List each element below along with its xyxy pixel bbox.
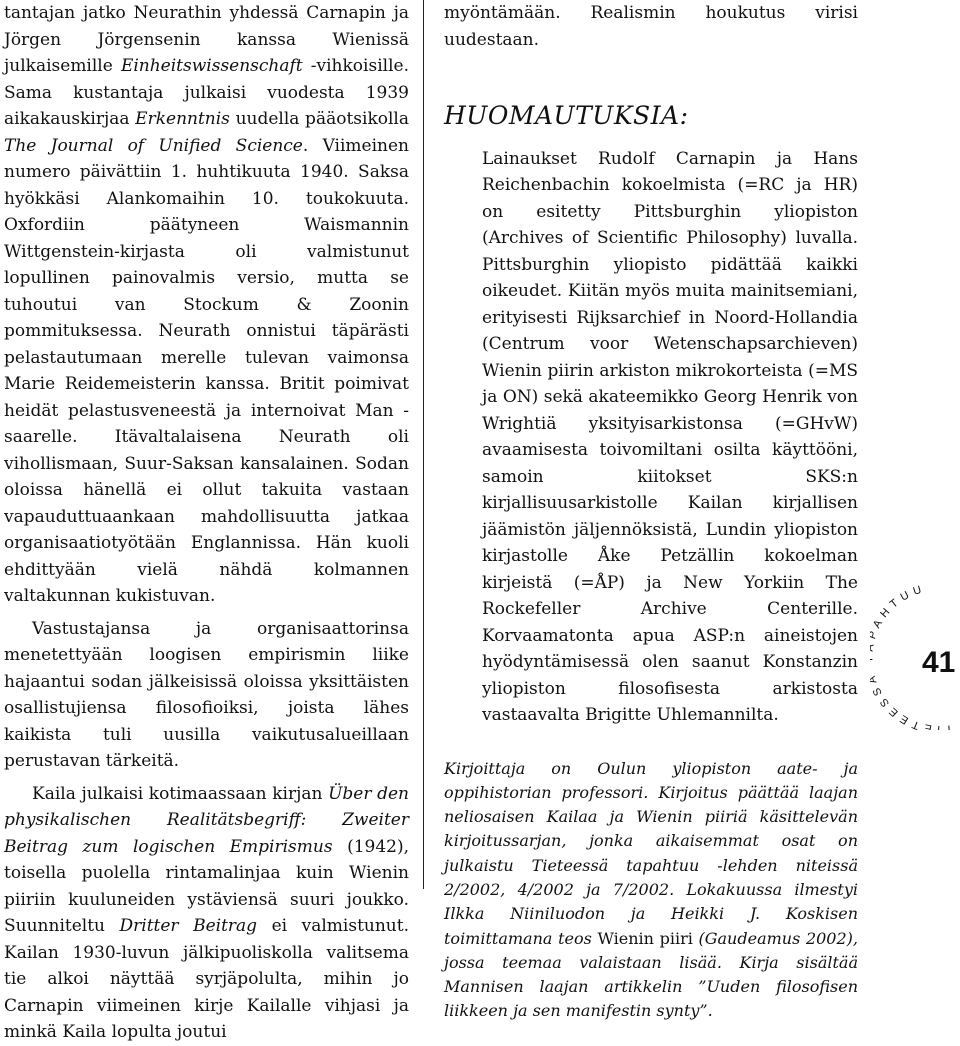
paragraph-2: Vastustajansa ja organisaattorinsa menetettyään loogisen empirismin liike hajaantui sodan jälkeisissä oloissa yksittäisten osallistujiensa filosofioiksi, joista lähes kaikista tuli uusilla vaikutusalueillaan perustavan tärkeitä.: [4, 618, 409, 771]
column-divider: [423, 0, 424, 889]
page-number: 41: [922, 646, 956, 679]
page-badge: [870, 560, 960, 730]
paragraph-3: Kaila julkaisi kotimaassaan kirjan Über den physikalischen Realitätsbegriff: Zweiter Beitrag zum logischen Empirismus (1942), toisella puolella rintamalinjaa kuin Wienin piiriin kuuluneiden ystäviensä suuri joukko. Suunniteltu Dritter Beitrag ei valmistunut. Kailan 1930-luvun jälkipuoliskolla valitsema tie alkoi näyttää syrjäpolulta, mihin jo Carnapin viimeinen kirje Kailalle vihjasi ja minkä Kaila lopulta joutui: [4, 783, 409, 1042]
notes-heading: HUOMAUTUKSIA:: [444, 101, 689, 130]
paragraph-1: tantajan jatko Neurathin yhdessä Carnapin ja Jörgen Jörgensenin kanssa Wienissä julkaisemille Einheitswissenschaft -vihkoisille. Sama kustantaja julkaisi vuodesta 1939 aikakauskirjaa Erkenntnis uudella pääotsikolla The Journal of Unified Science. Viimeinen numero päivättiin 1. huhtikuuta 1940. Saksa hyökkäsi Alankomaihin 10. toukokuuta. Oxfordiin päätyneen Waismannin Wittgenstein-kirjasta oli valmistunut lopullinen painovalmis versio, mutta se tuhoutui van Stockum & Zoonin pommituksessa. Neurath onnistui täpärästi pelastautumaan merelle tulevan vaimonsa Marie Reidemeisterin kanssa. Britit poimivat heidät pelastusveneestä ja internoivat Man -saarelle. Itävaltalaisena Neurath oli vihollismaan, Suur-Saksan kansalainen. Sodan oloissa hänellä ei ollut takuita vastaan vapauduttuaankaan mahdollisuutta jatkaa organisaatiotyötään Englannissa. Hän kuoli ehdittyään vielä nähdä kolmannen valtakunnan kukistuvan.: [4, 3, 409, 606]
continued-paragraph: myöntämään. Realismin houkutus virisi uudestaan.: [444, 3, 858, 50]
author-note: Kirjoittaja on Oulun yliopiston aate- ja oppihistorian professori. Kirjoitus päättää laajan neliosaisen Kailaa ja Wienin piiriä käsittelevän kirjoitussarjan, jonka aikaisemmat osat on julkaistu Tieteessä tapahtuu -lehden niteissä 2/2002, 4/2002 ja 7/2002. Lokakuussa ilmestyi Ilkka Niiniluodon ja Heikki J. Koskisen toimittamana teos Wienin piiri (Gaudeamus 2002), jossa teemaa valaistaan lisää. Kirja sisältää Mannisen laajan artikkelin ”Uuden filosofisen liikkeen ja sen manifestin synty”.: [444, 758, 858, 1021]
notes-text: Lainaukset Rudolf Carnapin ja Hans Reichenbachin kokoelmista (=RC ja HR) on esitetty Pittsburghin yliopiston (Archives of Scientific Philosophy) luvalla. Pittsburghin yliopisto pidättää kaikki oikeudet. Kiitän myös muita mainitsemiani, erityisesti Rijksarchief in Noord-Hollandia (Centrum voor Wetenschapsarchieven) Wienin piirin arkiston mikrokorteista (=MS ja ON) sekä akateemikko Georg Henrik von Wrightiä yksityisarkistonsa (=GHvW) avaamisesta toivomiltani osilta käyttööni, samoin kiitokset SKS:n kirjallisuusarkistolle Kailan kirjallisen jäämistön jäljennöksistä, Lundin yliopiston kirjastolle Åke Petzällin kokoelman kirjeistä (=ÅP) ja New Yorkiin The Rockefeller Archive Centerille. Korvaamatonta apua ASP:n aineistojen hyödyntämisessä olen saanut Konstanzin yliopiston filosofisesta arkistosta vastaavalta Brigitte Uhlemannilta.: [482, 148, 858, 725]
page-badge-graphic: [870, 560, 960, 730]
right-column: [444, 0, 858, 1024]
journal-arc-text: TIETEESS AHTUU: [870, 582, 953, 730]
